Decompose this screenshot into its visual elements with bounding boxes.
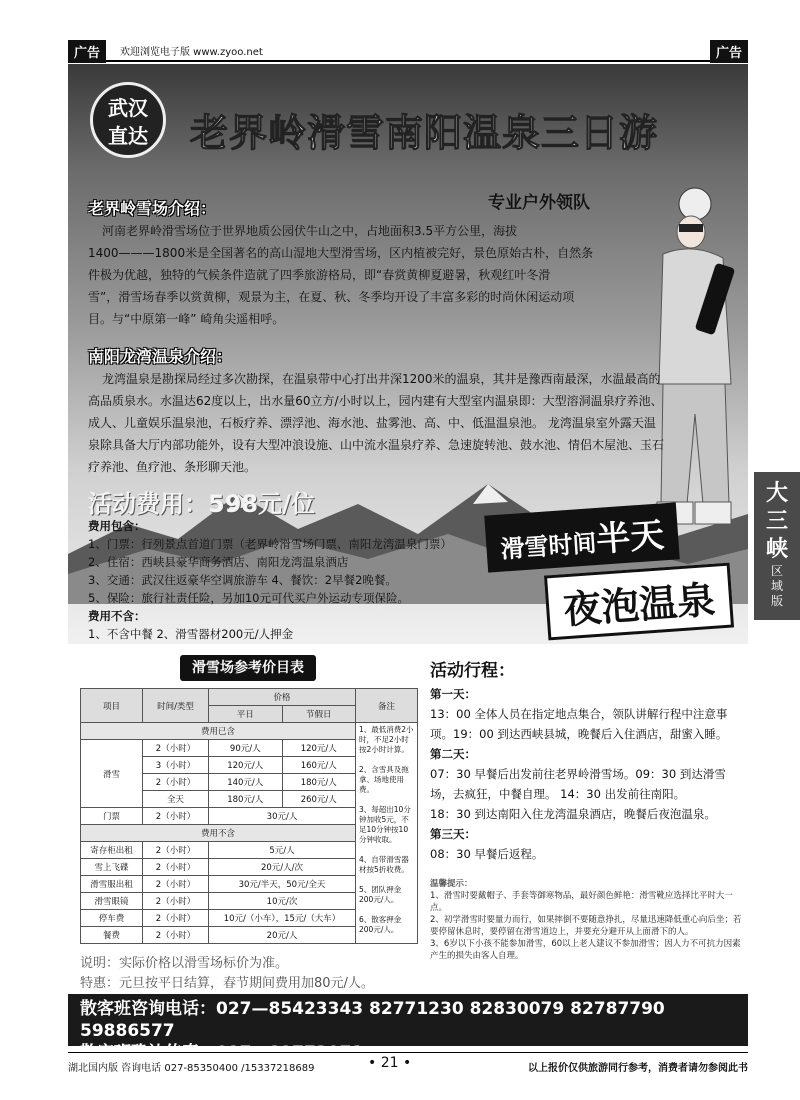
included-item: 1、门票：行列景点首道门票（老界岭滑雪场门票、南阳龙湾温泉门票） — [88, 537, 452, 551]
contact-phone: 散客班咨询电话：027—85423343 82771230 82830079 82787790 59886577 — [80, 999, 665, 1041]
hotspring-intro-line: 泉除具备大厅内部功能外，设有大型冲浪设施、山中流水温泉疗养、急速旋转池、鼓水池、情侣木屋池、玉石 — [88, 438, 665, 452]
table-note-special: 特惠：元旦按平日结算，春节期间费用加80元/人。 — [80, 976, 374, 991]
contact-fax: 散客班确认传真：027—82773071 — [80, 1043, 364, 1063]
cell: 2（小时） — [143, 842, 209, 859]
ski-intro — [88, 220, 618, 330]
itinerary-line: 项。19：00 到达西峡县城，晚餐后入住酒店，甜蜜入睡。 — [430, 727, 728, 741]
poster — [68, 64, 748, 644]
ad-tag-left: 广告 — [68, 40, 106, 63]
day-label: 第三天： — [430, 827, 476, 841]
cell: 260元/人 — [282, 791, 356, 808]
page-number: • 21 • — [368, 1055, 412, 1071]
hotspring-intro-line: 成人、儿童娱乐温泉池，石板疗养、漂浮池、海水池、盐雾池、高、中、低温温泉池。 龙湾温泉室外露天温 — [88, 416, 656, 430]
promo-ski-time-value: 半天 — [594, 515, 666, 560]
itinerary-line: 08：30 早餐后返程。 — [430, 847, 544, 861]
included-item: 2、住宿：西峡县豪华商务酒店、南阳龙湾温泉酒店 — [88, 555, 349, 569]
itinerary-line: 场，去疯狂，中餐自理。 14：30 出发前往南阳。 — [430, 787, 686, 801]
row-label: 滑雪 — [81, 740, 143, 808]
ski-intro-line: 1400———1800米是全国著名的高山湿地大型滑雪场，区内植被完好，景色原始古朴，自然条 — [88, 246, 594, 260]
cell: 140元/人 — [209, 774, 283, 791]
price-table — [80, 688, 418, 944]
page-footer — [68, 1052, 748, 1076]
tip-item: 1、滑雪时要戴帽子、手套等御寒物品，最好颜色鲜艳：滑雪靴应选择比平时大一点。 — [430, 891, 733, 913]
row-label: 寄存柜出租 — [81, 842, 143, 859]
hotspring-intro-line: 高品质泉水。水温达62度以上，出水量60立方/小时以上，园内建有大型室内温泉即：大型溶洞温泉疗养池、 — [88, 394, 663, 408]
col-header: 项目 — [81, 689, 143, 723]
table-note: 3、每超出10分钟加收5元，不足10分钟按10分钟收取。 — [359, 805, 411, 844]
tagline: 专业户外领队 — [488, 193, 590, 213]
row-label: 滑雪服出租 — [81, 876, 143, 893]
included-item: 5、保险：旅行社责任险，另加10元可代买户外运动专项保险。 — [88, 591, 409, 605]
hotspring-intro-line: 龙湾温泉是勘探局经过多次勘探，在温泉带中心打出井深1200米的温泉，其井是豫西南最深，水温最高的 — [102, 372, 661, 386]
footer-left: 湖北国内版 咨询电话 027-85350400 /15337218689 — [68, 1063, 315, 1074]
badge-line-1: 武汉 — [108, 96, 148, 120]
cell: 30元/人 — [209, 808, 356, 825]
table-note: 2、含雪具及拖拿、场地使用费。 — [359, 765, 409, 794]
cell: 90元/人 — [209, 740, 283, 757]
itinerary-line: 07：30 早餐后出发前往老界岭滑雪场。09：30 到达滑雪 — [430, 767, 726, 781]
row-label: 雪上飞碟 — [81, 859, 143, 876]
itinerary-line: 13：00 全体人员在指定地点集合，领队讲解行程中注意事 — [430, 707, 728, 721]
cell: 2（小时） — [143, 859, 209, 876]
table-notes — [356, 723, 418, 944]
sidebar-brand-char: 三 — [765, 509, 788, 534]
col-header: 时间/类型 — [143, 689, 209, 723]
table-note: 1、最低消费2小时，不足2小时按2小时计算。 — [359, 725, 414, 754]
itinerary-title: 活动行程： — [430, 661, 515, 681]
sidebar-brand-char: 大 — [765, 481, 788, 506]
sidebar-sub-char: 域 — [770, 579, 783, 593]
ad-tag-right: 广告 — [710, 40, 748, 63]
cell: 180元/人 — [209, 791, 283, 808]
excluded-title: 费用不含： — [88, 609, 146, 623]
cell: 10元/次 — [209, 893, 356, 910]
price-table-title: 滑雪场参考价目表 — [180, 655, 316, 681]
poster-title: 老界岭滑雪南阳温泉三日游 — [190, 111, 659, 155]
cell: 全天 — [143, 791, 209, 808]
excluded-item: 1、不含中餐 2、滑雪器材200元/人押金 — [88, 627, 294, 641]
col-header: 平日 — [209, 706, 283, 723]
promo-ski-time-label: 滑雪时间 — [499, 529, 598, 564]
day-label: 第一天： — [430, 687, 476, 701]
cell: 30元/半天，50元/全天 — [209, 876, 356, 893]
section-row: 费用不含 — [81, 825, 356, 842]
cell: 20元/人 — [209, 927, 356, 944]
region-sidebar — [754, 472, 800, 620]
tip-item: 3、6岁以下小孩不能参加滑雪，60以上老人建议不参加滑雪；因人力不可抗力因素产生的损失由客人自理。 — [430, 939, 741, 961]
cell: 120元/人 — [282, 740, 356, 757]
col-header: 价格 — [209, 689, 356, 706]
cell: 20元/人/次 — [209, 859, 356, 876]
sidebar-sub-char: 版 — [770, 594, 783, 608]
section-title-ski: 老界岭雪场介绍： — [88, 199, 217, 218]
included-title: 费用包含： — [88, 519, 146, 533]
cell: 2（小时） — [143, 774, 209, 791]
cell: 2（小时） — [143, 740, 209, 757]
table-note: 4、自带滑雪器材按5折收费。 — [359, 855, 409, 874]
cell: 120元/人 — [209, 757, 283, 774]
row-label: 滑雪眼镜 — [81, 893, 143, 910]
table-note: 5、团队押金200元/人。 — [359, 885, 402, 904]
site-note: 欢迎浏览电子版 www.zyoo.net — [120, 47, 263, 58]
cell: 2（小时） — [143, 876, 209, 893]
badge-line-2: 直达 — [108, 124, 148, 148]
cell: 160元/人 — [282, 757, 356, 774]
cell: 2（小时） — [143, 893, 209, 910]
table-note: 6、散客押金200元/人。 — [359, 915, 402, 934]
fee-details — [88, 517, 452, 643]
itinerary — [430, 684, 742, 864]
ski-intro-line: 件极为优越，独特的气候条件造就了四季旅游格局，即“春赏黄柳夏避暑，秋观红叶冬滑 — [88, 268, 551, 282]
row-label: 餐费 — [81, 927, 143, 944]
top-bar — [68, 40, 748, 62]
section-row: 费用已含 — [81, 723, 356, 740]
direct-badge — [90, 82, 166, 158]
sidebar-sub-char: 区 — [770, 564, 783, 578]
cell: 2（小时） — [143, 808, 209, 825]
ski-intro-line: 雪”，滑雪场春季以赏黄柳，观景为主，在夏、秋、冬季均开设了丰富多彩的时尚休闲运动项 — [88, 290, 575, 304]
cell: 3（小时） — [143, 757, 209, 774]
price-title: 活动费用：598元/位 — [88, 490, 315, 518]
cell: 2（小时） — [143, 910, 209, 927]
ski-intro-line: 河南老界岭滑雪场位于世界地质公园伏牛山之中，占地面积3.5平方公里，海拔 — [102, 224, 518, 238]
ski-intro-line: 目。与“中原第一峰” 崎角尖遥相呼。 — [88, 312, 285, 326]
cell: 180元/人 — [282, 774, 356, 791]
itinerary-line: 18：30 到达南阳入住龙湾温泉酒店，晚餐后夜泡温泉。 — [430, 807, 716, 821]
hotspring-intro-line: 疗养池、鱼疗池、条形聊天池。 — [88, 460, 257, 474]
cell: 2（小时） — [143, 927, 209, 944]
cell: 5元/人 — [209, 842, 356, 859]
row-label: 门票 — [81, 808, 143, 825]
tip-item: 2、初学滑雪时要量力而行，如果摔倒不要随意挣扎，尽量迅速降低重心向后坐；若要停留休息时，要停留在滑雪道边上，并要充分避开从上面滑下的人。 — [430, 915, 742, 937]
col-header: 备注 — [356, 689, 418, 723]
hotspring-intro — [88, 368, 708, 478]
section-title-hotspring: 南阳龙湾温泉介绍： — [88, 347, 233, 366]
sidebar-brand-char: 峡 — [765, 537, 788, 562]
day-label: 第二天： — [430, 747, 476, 761]
promo-night-spring: 夜泡温泉 — [544, 563, 734, 641]
included-item: 3、交通：武汉往返豪华空调旅游车 4、餐饮：2早餐2晚餐。 — [88, 573, 397, 587]
footer-right: 以上报价仅供旅游同行参考，消费者请勿参阅此书 — [528, 1063, 748, 1074]
cell: 10元/（小车），15元/（大车） — [209, 910, 356, 927]
col-header: 节假日 — [282, 706, 356, 723]
table-note-explain: 说明：实际价格以滑雪场标价为准。 — [80, 956, 289, 971]
tips-title: 温馨提示： — [430, 879, 473, 889]
tips — [430, 878, 742, 962]
row-label: 停车费 — [81, 910, 143, 927]
